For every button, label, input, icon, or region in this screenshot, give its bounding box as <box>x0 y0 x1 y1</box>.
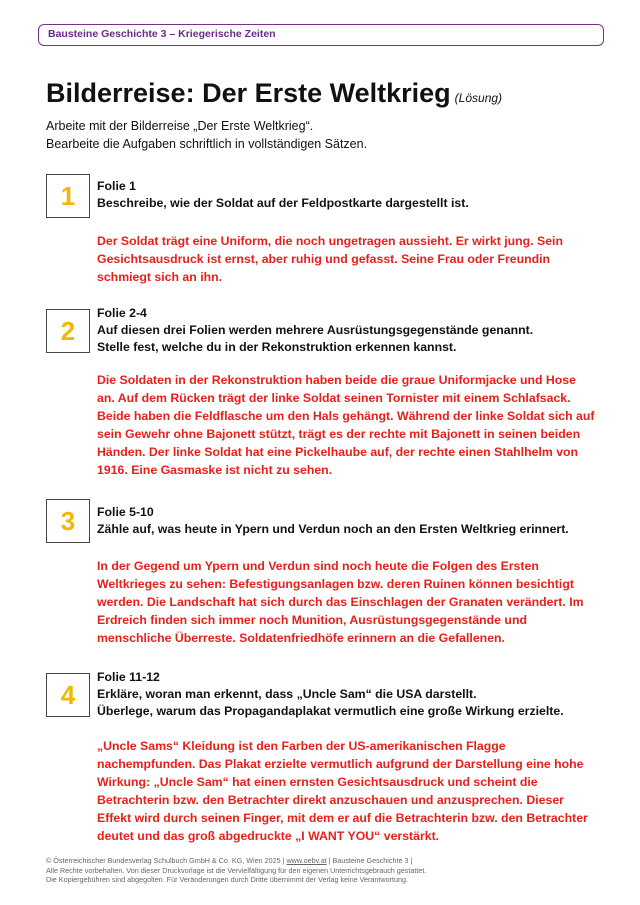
task-heading: Folie 1 <box>97 179 136 193</box>
answer-line: Effekt wird durch seinen Finger, mit dem er auf die Betrachterin bzw. den Betrachter <box>97 811 588 825</box>
answer-line: Händen. Der linke Soldat hat eine Pickelhaube auf, der rechte einen Stahlhelm von <box>97 445 579 459</box>
page-title-main: Bilderreise: Der Erste Weltkrieg <box>46 78 451 108</box>
answer-line: an. Auf dem Rücken trägt der linke Soldat seinen Tornister mit einem Schlafsack. <box>97 391 571 405</box>
task-heading: Folie 5-10 <box>97 505 154 519</box>
answer-line: menschliche Überreste. Soldatenfriedhöfe erinnern an die Gefallenen. <box>97 631 505 645</box>
footer-line: Die Kopiergebühren sind abgegolten. Für Veränderungen durch Dritte übernimmt der Verlag keine Verantwortung. <box>46 875 408 884</box>
answer-line: sein Gewehr ohne Bajonett stützt, trägt es der rechte mit Bajonett in seinen beiden <box>97 427 581 441</box>
task-4-prompt <box>97 669 564 720</box>
task-3-answer <box>97 557 597 647</box>
answer-line: Gesichtsausdruck ist ernst, aber ruhig und gefasst. Seine Frau oder Freundin <box>97 252 551 266</box>
footer-line <box>46 856 426 866</box>
task-4-answer <box>97 737 597 845</box>
intro-text <box>46 117 367 153</box>
answer-line: „Uncle Sams“ Kleidung ist den Farben der US-amerikanischen Flagge <box>97 739 506 753</box>
answer-line: Die Soldaten in der Rekonstruktion haben beide die graue Uniformjacke und Hose <box>97 373 576 387</box>
intro-line: Bearbeite die Aufgaben schriftlich in vollständigen Sätzen. <box>46 137 368 151</box>
task-instruction: Überlege, warum das Propagandaplakat vermutlich eine große Wirkung erzielte. <box>97 704 564 718</box>
answer-line: werden. Die Landschaft hat sich durch das Einschlagen der Granaten verändert. Im <box>97 595 584 609</box>
answer-line: Der Soldat trägt eine Uniform, die noch ungetragen aussieht. Er wirkt jung. Sein <box>97 234 563 248</box>
page-title-note: (Lösung) <box>454 91 503 105</box>
task-1-answer <box>97 232 597 286</box>
answer-line: Erdreich finden sich immer noch Munition, Ausrüstungsgegenstände und <box>97 613 527 627</box>
task-heading: Folie 2-4 <box>97 306 147 320</box>
footer-copyright: © Österreichischer Bundesverlag Schulbuch GmbH & Co. KG, Wien 2025 | <box>46 856 285 865</box>
task-heading: Folie 11-12 <box>97 670 160 684</box>
answer-line: deutet und das groß abgedruckte „I WANT YOU“ verstärkt. <box>97 829 440 843</box>
answer-line: Weltkrieges zu sehen: Befestigungsanlagen bzw. deren Ruinen können besichtigt <box>97 577 574 591</box>
answer-line: Betrachterin bzw. den Betrachter direkt anzuschauen und anzusprechen. Dieser <box>97 793 564 807</box>
task-instruction: Auf diesen drei Folien werden mehrere Ausrüstungsgegenstände genannt. <box>97 323 534 337</box>
answer-line: Wirkung: „Uncle Sam“ hat einen ernsten Gesichtsausdruck und scheint die <box>97 775 538 789</box>
header-label: Bausteine Geschichte 3 – Kriegerische Zeiten <box>48 28 276 40</box>
intro-line: Arbeite mit der Bilderreise „Der Erste Weltkrieg“. <box>46 119 314 133</box>
answer-line: Beide haben die Feldflasche um den Hals gehängt. Während der linke Soldat sich auf <box>97 409 595 423</box>
task-instruction: Stelle fest, welche du in der Rekonstruktion erkennen kannst. <box>97 340 457 354</box>
task-number-box: 3 <box>46 499 90 543</box>
answer-line: 1916. Eine Gasmaske ist nicht zu sehen. <box>97 463 333 477</box>
task-2-prompt <box>97 305 533 356</box>
publisher-link[interactable]: www.oebv.at <box>286 856 327 865</box>
task-instruction: Beschreibe, wie der Soldat auf der Feldpostkarte dargestellt ist. <box>97 196 469 210</box>
task-1-prompt <box>97 178 469 212</box>
answer-line: nachempfunden. Das Plakat erzielte vermutlich aufgrund der Darstellung eine hohe <box>97 757 584 771</box>
page-title <box>46 78 502 109</box>
answer-line: schmiegt sich an ihn. <box>97 270 223 284</box>
answer-line: In der Gegend um Ypern und Verdun sind noch heute die Folgen des Ersten <box>97 559 539 573</box>
footer-line: Alle Rechte vorbehalten. Von dieser Druckvorlage ist die Vervielfältigung für den eigenen Unterrichtsgebrauch gestattet. <box>46 865 427 875</box>
footer <box>46 856 426 885</box>
task-2-answer <box>97 371 597 479</box>
header-bar <box>38 24 604 46</box>
footer-series: | Bausteine Geschichte 3 | <box>328 856 413 865</box>
task-instruction: Erkläre, woran man erkennt, dass „Uncle Sam“ die USA darstellt. <box>97 687 477 701</box>
task-number-box: 2 <box>46 309 90 353</box>
task-instruction: Zähle auf, was heute in Ypern und Verdun noch an den Ersten Weltkrieg erinnert. <box>97 522 569 536</box>
task-number-box: 4 <box>46 673 90 717</box>
task-number-box: 1 <box>46 174 90 218</box>
task-3-prompt <box>97 504 569 538</box>
